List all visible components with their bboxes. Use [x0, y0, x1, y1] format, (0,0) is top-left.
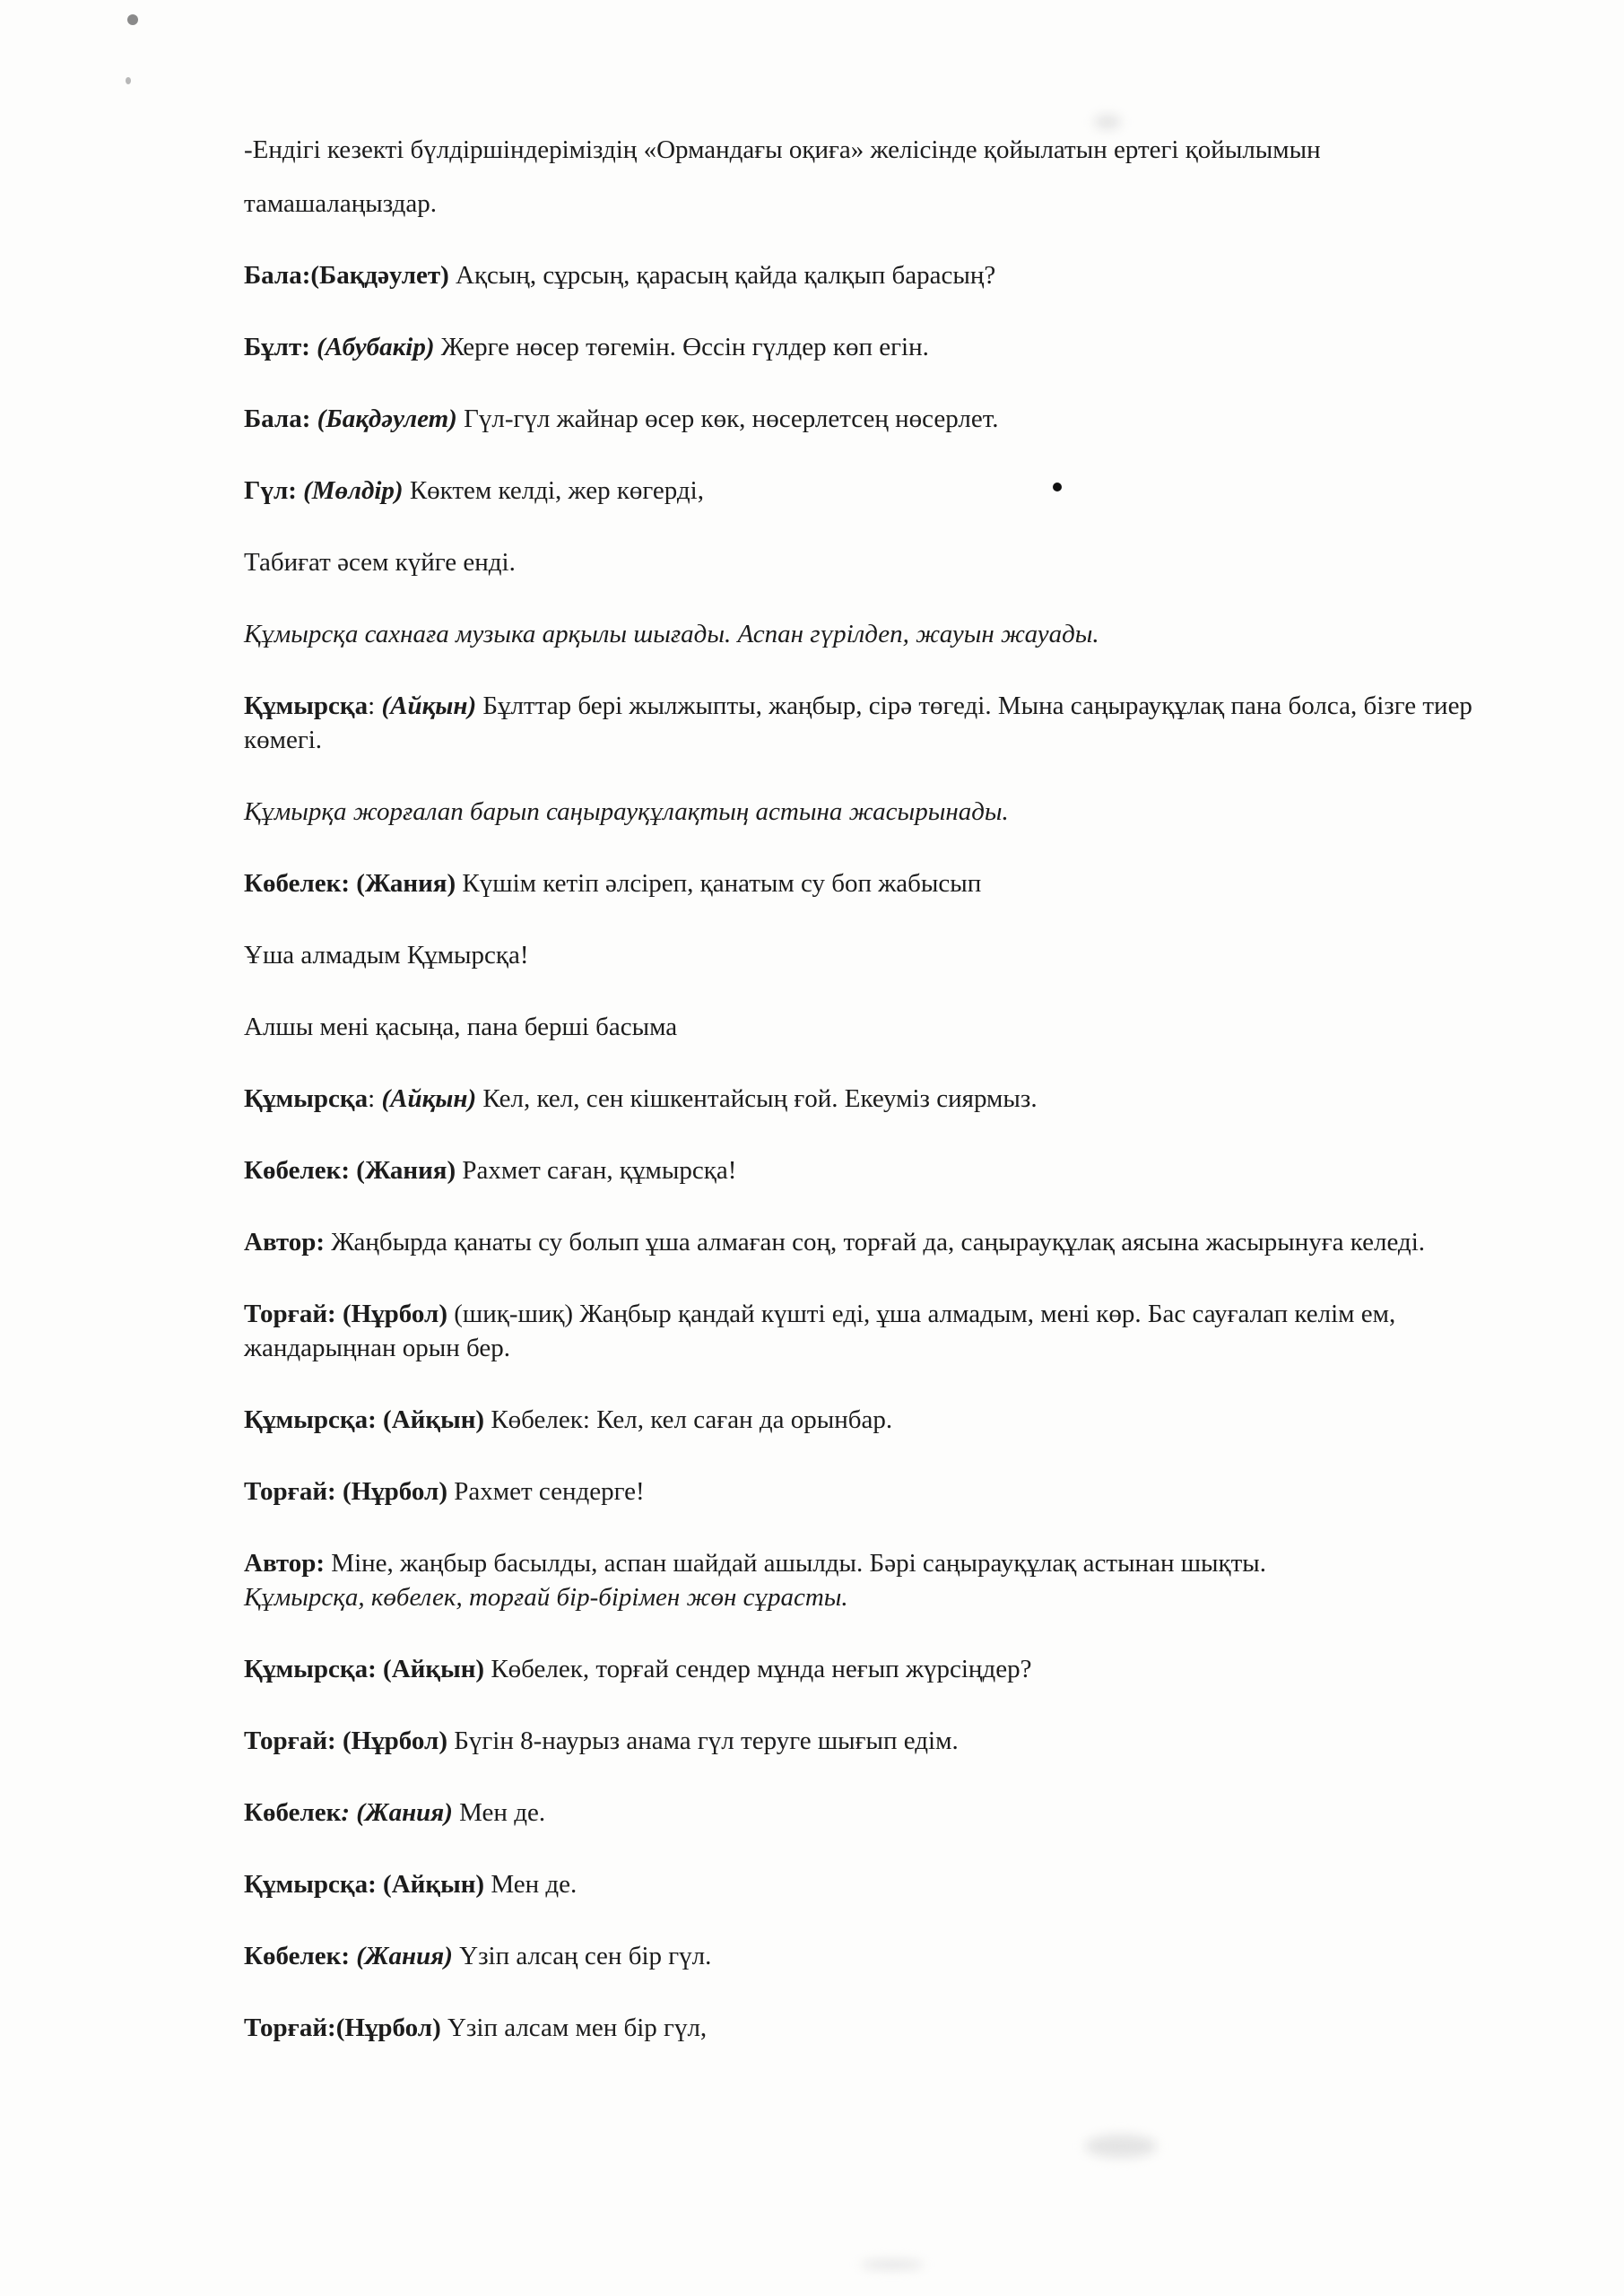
line-text: Үзіп алсаң сен бір гүл. — [452, 1942, 712, 1970]
speaker-name: Көбелек: — [244, 1942, 351, 1970]
actor-name: (Жания) — [350, 1942, 453, 1970]
line-text: Бұлттар бері жылжыпты, жаңбыр, сірә төгеді. Мына саңырауқұлақ пана болса, бізге тиер көмегі. — [244, 691, 1472, 754]
speaker-name: Көбелек: — [244, 869, 351, 898]
actor-name: (Бақдәулет) — [310, 404, 457, 433]
actor-name: (Нұрбол) — [335, 1300, 447, 1328]
stage-direction-text: Құмырсқа сахнаға музыка арқылы шығады. Аспан гүрілдеп, жауын жауады. — [244, 620, 1099, 648]
speaker-name: Құмырсқа: — [244, 1405, 377, 1434]
dialogue-line — [244, 474, 1526, 508]
scan-speck — [126, 77, 131, 84]
speaker-separator: : — [368, 1084, 382, 1113]
actor-name: (Жания) — [350, 869, 456, 898]
actor-name: (Айқын) — [381, 1084, 477, 1113]
speaker-name: Құмырсқа: — [244, 1655, 377, 1683]
actor-name: (Жания) — [350, 1156, 456, 1185]
dialogue-line — [244, 330, 1526, 364]
speaker-name: Бұлт: — [244, 333, 310, 361]
speaker-separator: : — [368, 691, 382, 720]
line-text: Табиғат әсем күйге енді. — [244, 548, 516, 577]
speaker-name: Құмырсқа — [244, 691, 369, 720]
line-text: Мен де. — [484, 1870, 578, 1899]
line-text: Жаңбырда қанаты су болып ұша алмаған соң, торғай да, саңырауқұлақ аясына жасырынуға келеді. — [325, 1228, 1425, 1257]
scan-smudge — [1085, 2135, 1157, 2158]
dialogue-line — [244, 1939, 1526, 1973]
dialogue-line — [244, 1297, 1526, 1365]
dialogue-line — [244, 689, 1526, 757]
speaker-name: Автор: — [244, 1549, 326, 1578]
dialogue-line — [244, 1724, 1526, 1758]
dialogue-line — [244, 1010, 1526, 1044]
dialogue-line — [244, 1867, 1526, 1901]
line-text: Күшім кетіп әлсіреп, қанатым су боп жабысып — [456, 869, 982, 898]
line-text: Алшы мені қасыңа, пана берші басыма — [244, 1013, 678, 1041]
line-text: Мен де. — [452, 1798, 546, 1827]
dialogue-line — [244, 1082, 1526, 1116]
speaker-name: Құмырсқа — [244, 1084, 369, 1113]
dialogue-line — [244, 1474, 1526, 1509]
intro-line: тамашалаңыздар. — [244, 189, 438, 218]
line-text: Рахмет саған, құмырсқа! — [456, 1156, 737, 1185]
dialogue-line — [244, 1652, 1526, 1686]
speaker-name: Көбелек — [244, 1798, 342, 1827]
dialogue-line — [244, 1153, 1526, 1187]
actor-name: (Айқын) — [376, 1405, 485, 1434]
speaker-name: Торғай: — [244, 1726, 336, 1755]
line-text: Рахмет сендерге! — [447, 1477, 645, 1506]
scan-speck — [127, 14, 138, 25]
line-text: Үзіп алсам мен бір гүл, — [440, 2013, 708, 2042]
dialogue-line — [244, 2011, 1526, 2045]
actor-name: (Нұрбол) — [335, 2013, 441, 2042]
speaker-separator: : — [341, 1798, 351, 1827]
line-text: Көктем келді, жер көгерді, — [403, 476, 704, 505]
scan-smudge — [861, 2260, 924, 2269]
line-text: Жерге нөсер төгемін. Өссін гүлдер көп егін. — [434, 333, 929, 361]
document-body — [244, 133, 1526, 2045]
stage-direction — [244, 795, 1526, 829]
line-text: Бүгін 8-наурыз анама гүл теруге шығып едім. — [447, 1726, 959, 1755]
speaker-name: Автор: — [244, 1228, 326, 1257]
actor-name: (Бақдәулет) — [310, 261, 449, 290]
speaker-name: Торғай: — [244, 1477, 336, 1506]
stage-direction — [244, 617, 1526, 651]
dialogue-line — [244, 938, 1526, 972]
dialogue-line — [244, 1225, 1526, 1259]
line-text: Көбелек: Кел, кел саған да орынбар. — [484, 1405, 893, 1434]
line-text: Көбелек, торғай сендер мұнда неғып жүрсіңдер? — [484, 1655, 1032, 1683]
speaker-name: Бала: — [244, 404, 311, 433]
dialogue-line — [244, 545, 1526, 579]
stage-direction-text: Құмырқа жорғалап барып саңырауқұлақтың астына жасырынады. — [244, 797, 1009, 826]
dialogue-line — [244, 402, 1526, 436]
speaker-name: Бала: — [244, 261, 311, 290]
actor-name: (Абубакір) — [309, 333, 435, 361]
line-text: Гүл-гүл жайнар өсер көк, нөсерлетсең нөсерлет. — [456, 404, 999, 433]
scan-smudge — [1094, 115, 1121, 129]
speaker-name: Гүл: — [244, 476, 297, 505]
line-text: Ақсың, сұрсың, қарасың қайда қалқып барасың? — [448, 261, 996, 290]
speaker-name: Торғай: — [244, 2013, 336, 2042]
stage-direction-text: Құмырсқа, көбелек, торғай бір-бірімен жөн сұрасты. — [244, 1583, 848, 1612]
dialogue-line — [244, 1546, 1526, 1614]
dialogue-line — [244, 1796, 1526, 1830]
line-text: (шиқ-шиқ) Жаңбыр қандай күшті еді, ұша алмадым, мені көр. Бас сауғалап келім ем, жандарыңнан орын бер. — [244, 1300, 1396, 1362]
actor-name: (Нұрбол) — [335, 1726, 447, 1755]
actor-name: (Айқын) — [381, 691, 477, 720]
line-text: Ұша алмадым Құмырсқа! — [244, 941, 529, 970]
speaker-name: Құмырсқа: — [244, 1870, 377, 1899]
actor-name: (Айқын) — [376, 1655, 485, 1683]
dialogue-line — [244, 1403, 1526, 1437]
intro-line: -Ендігі кезекті бүлдіршіндеріміздің «Ормандағы оқиға» желісінде қойылатын ертегі қойылымын — [244, 135, 1321, 164]
actor-name: (Нұрбол) — [335, 1477, 447, 1506]
line-text: Міне, жаңбыр басылды, аспан шайдай ашылды. Бәрі саңырауқұлақ астынан шықты. — [325, 1549, 1267, 1578]
actor-name: (Айқын) — [376, 1870, 485, 1899]
dialogue-line — [244, 866, 1526, 900]
speaker-name: Торғай: — [244, 1300, 336, 1328]
dialogue-line — [244, 258, 1526, 292]
dialogue — [244, 258, 1526, 2045]
actor-name: (Мөлдір) — [296, 476, 404, 505]
actor-name: (Жания) — [350, 1798, 453, 1827]
speaker-name: Көбелек: — [244, 1156, 351, 1185]
line-text: Кел, кел, сен кішкентайсың ғой. Екеуміз сиярмыз. — [476, 1084, 1038, 1113]
